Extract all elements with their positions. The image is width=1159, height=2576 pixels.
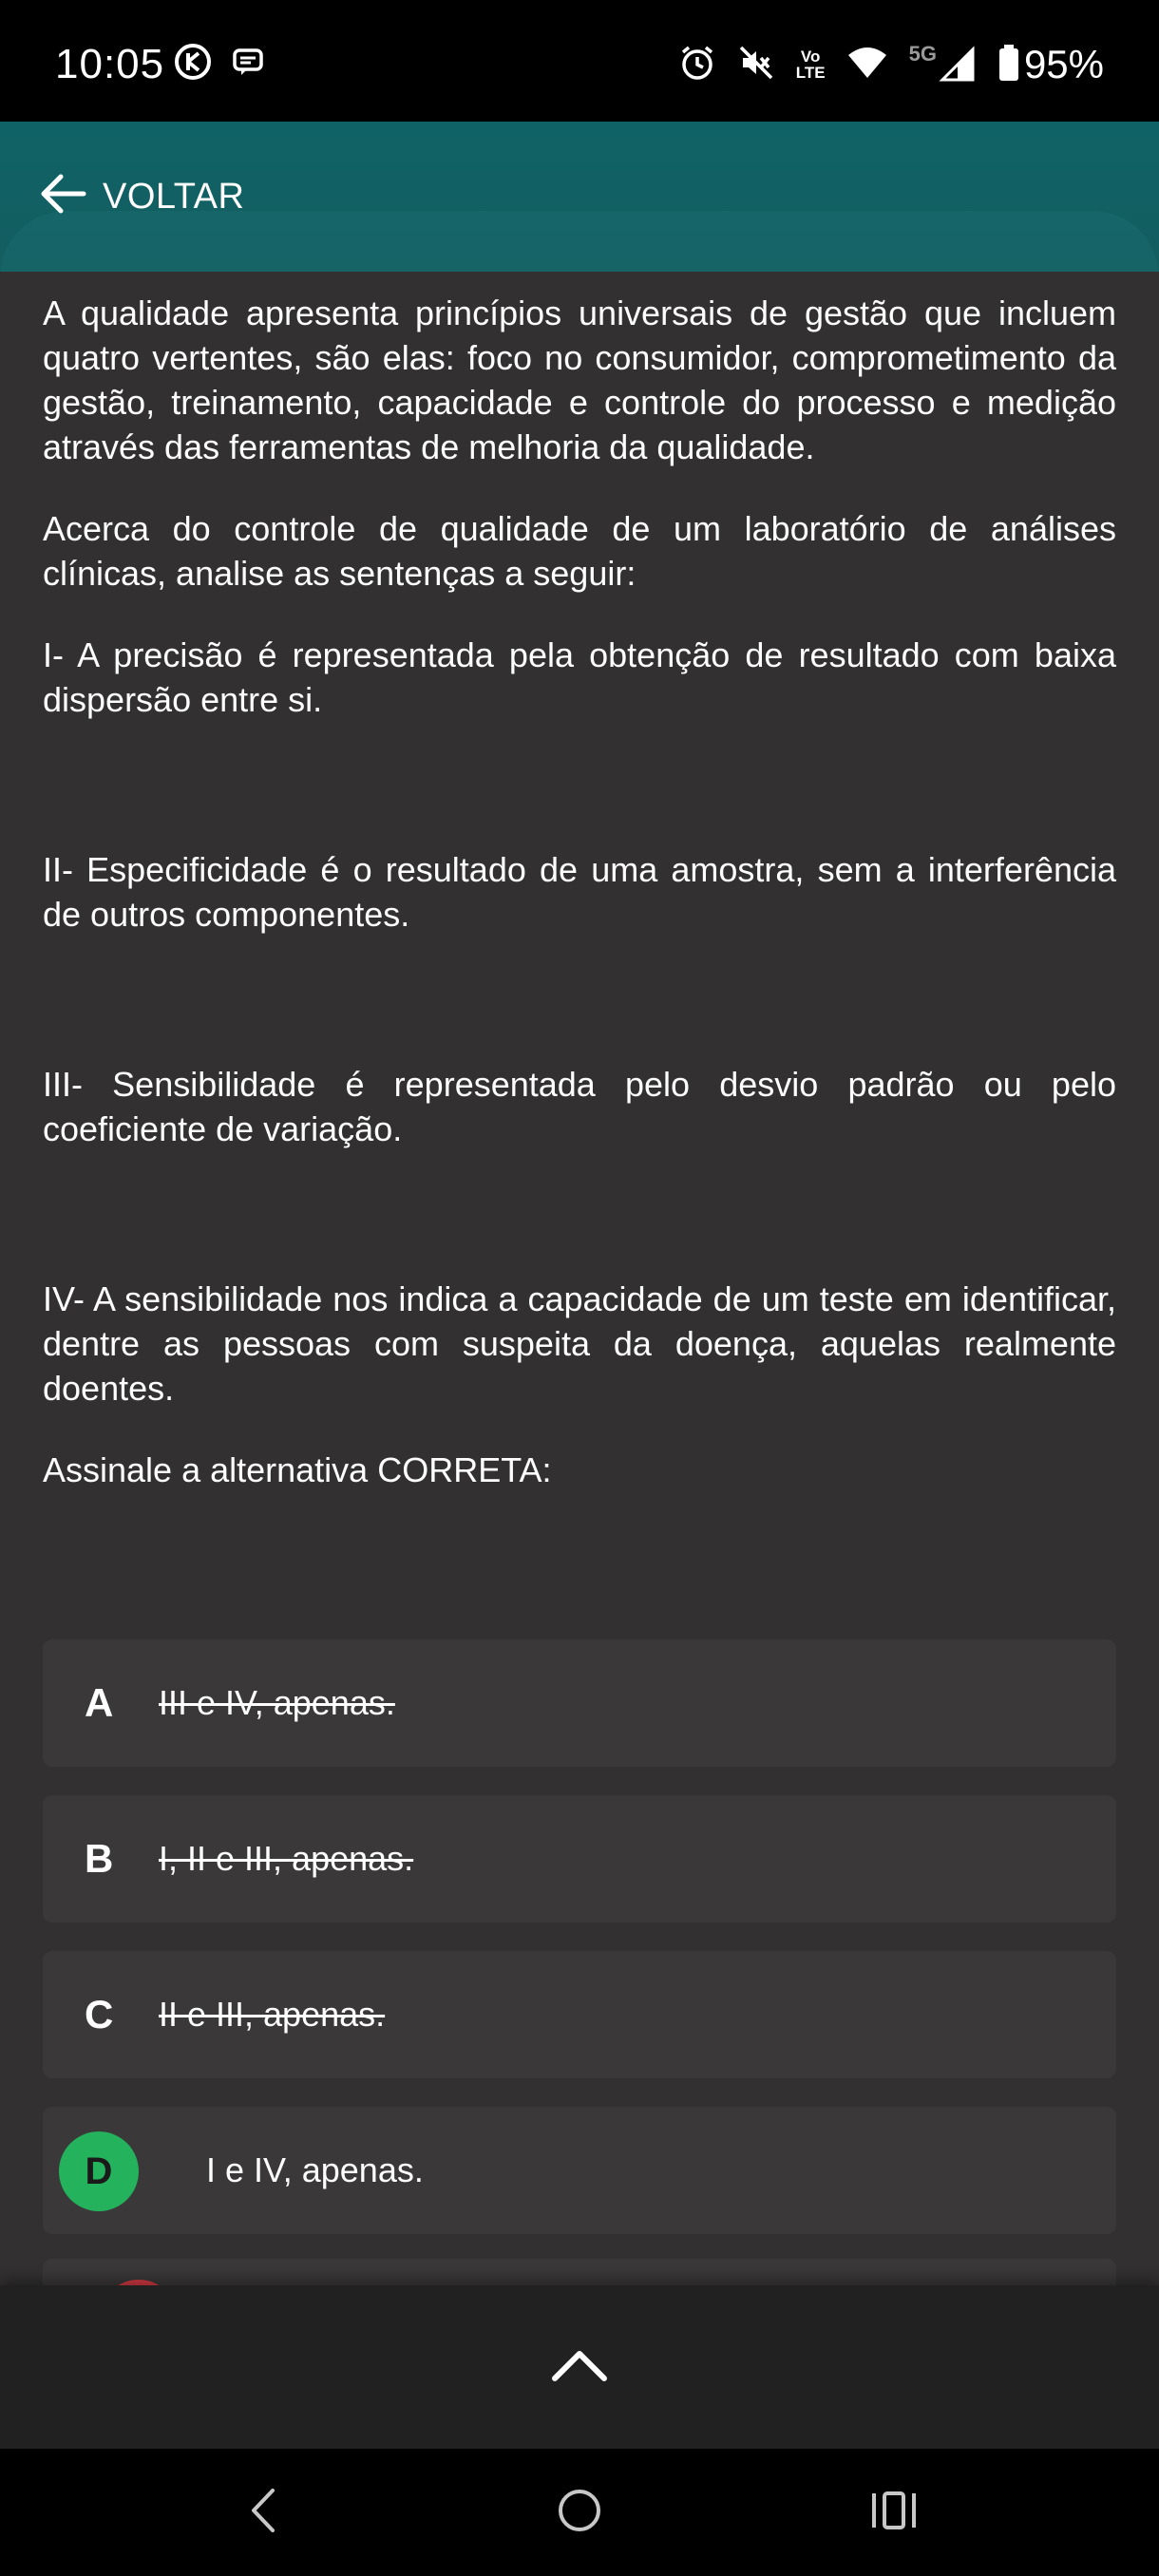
battery-icon <box>998 44 1020 86</box>
statement-4: IV- A sensibilidade nos indica a capacidade de um teste em identificar, dentre as pessoas com suspeita da doença, aquelas realmente doentes. <box>43 1279 1116 1408</box>
message-icon <box>232 46 264 83</box>
statement-3: III- Sensibilidade é representada pelo desvio padrão ou pelo coeficiente de variação. <box>43 1065 1116 1148</box>
option-text: III e IV, apenas. <box>159 1683 395 1722</box>
option-a[interactable] <box>43 1639 1116 1767</box>
question-intro: A qualidade apresenta princípios universais de gestão que incluem quatro vertentes, são elas: foco no consumidor, comprometimento da gestão, treinamento, capacidade e controle do processo e medição através das ferramentas de melhoria da qualidade. <box>43 294 1116 466</box>
app-header <box>0 122 1159 272</box>
expand-button[interactable] <box>542 2329 618 2405</box>
option-letter: A <box>85 1680 114 1725</box>
option-c[interactable] <box>43 1951 1116 2078</box>
mute-icon <box>737 44 775 86</box>
question-context: Acerca do controle de qualidade de um laboratório de análises clínicas, analise as sentenças a seguir: <box>43 509 1116 593</box>
back-button[interactable] <box>38 171 244 221</box>
option-letter: C <box>85 1992 114 2036</box>
status-bar <box>0 0 1159 122</box>
network-type-label: 5G <box>908 41 937 66</box>
correct-badge: D <box>59 2131 139 2211</box>
option-text: II e III, apenas. <box>159 1995 386 2034</box>
option-b[interactable] <box>43 1795 1116 1923</box>
signal-icon <box>939 44 977 86</box>
app-notification-icon <box>173 42 213 86</box>
chevron-up-icon <box>549 2346 610 2389</box>
option-letter: B <box>85 1836 114 1881</box>
question-content <box>43 272 1116 1492</box>
statement-1: I- A precisão é representada pela obtenção de resultado com baixa dispersão entre si. <box>43 635 1116 719</box>
option-d[interactable] <box>43 2107 1116 2234</box>
home-nav-icon <box>556 2487 603 2539</box>
statement-2: II- Especificidade é o resultado de uma amostra, sem a interferência de outros componentes. <box>43 850 1116 934</box>
recents-nav-icon <box>870 2490 918 2536</box>
back-label: VOLTAR <box>103 176 245 217</box>
option-text: I, II e III, apenas. <box>159 1839 414 1878</box>
volte-top-label: Vo <box>800 47 821 66</box>
nav-home-button[interactable] <box>544 2477 615 2548</box>
bottom-bar <box>0 2285 1159 2449</box>
alarm-icon <box>678 44 716 86</box>
option-text: I e IV, apenas. <box>206 2150 424 2189</box>
status-left-icons <box>173 42 264 86</box>
battery-percent: 95% <box>1023 42 1104 86</box>
back-nav-icon <box>244 2487 282 2539</box>
status-time: 10:05 <box>55 41 165 87</box>
signal-group <box>908 41 977 86</box>
arrow-left-icon <box>38 171 87 221</box>
nav-recents-button[interactable] <box>859 2477 929 2548</box>
volte-icon <box>796 48 826 81</box>
battery-group <box>998 38 1104 91</box>
nav-back-button[interactable] <box>228 2477 298 2548</box>
system-nav-bar <box>0 2449 1159 2576</box>
status-right-icons <box>678 38 1104 91</box>
question-prompt: Assinale a alternativa CORRETA: <box>43 1450 552 1489</box>
wifi-icon <box>846 46 888 85</box>
answer-options <box>43 1639 1116 2263</box>
volte-bottom-label: LTE <box>795 64 826 82</box>
